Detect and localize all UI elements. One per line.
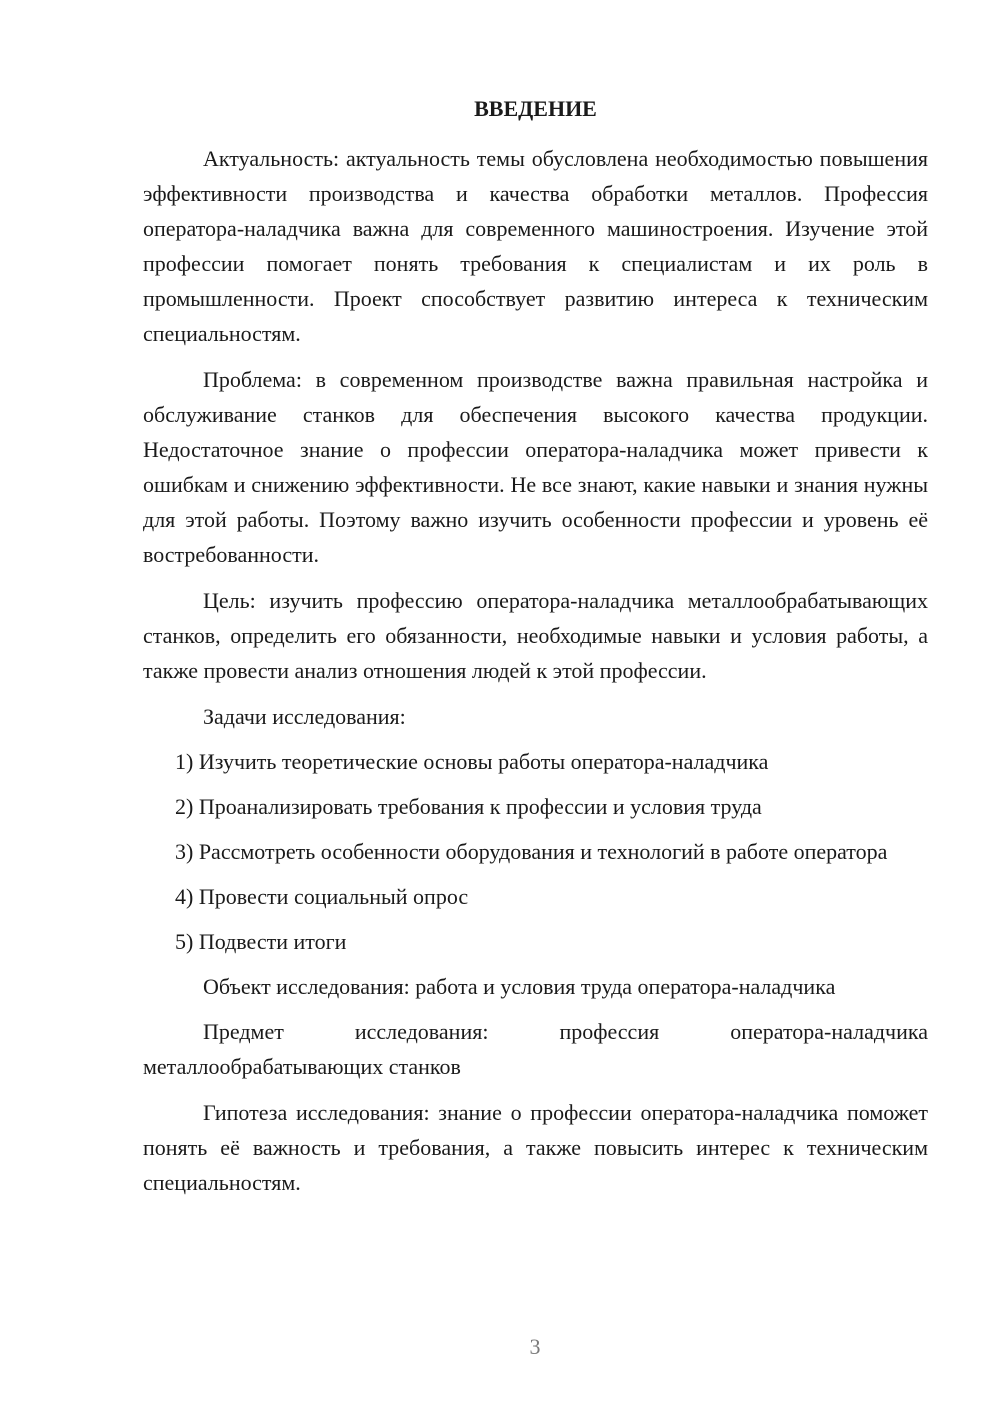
paragraph-relevance: Актуальность: актуальность темы обусловлена необходимостью повышения эффективности производства и качества обработки металлов. Профессия оператора-наладчика важна для современного машиностроения. Изучение этой профессии помогает понять требования к специалистам и их роль в промышленности. Проект способствует развитию интереса к техническим специальностям. [143, 146, 928, 346]
paragraph-hypothesis: Гипотеза исследования: знание о профессии оператора-наладчика поможет понять её важность и требования, а также повысить интерес к техническим специальностям. [143, 1100, 928, 1195]
task-item-4: 4) Провести социальный опрос [175, 884, 469, 909]
section-heading: ВВЕДЕНИЕ [474, 96, 597, 121]
task-item-5: 5) Подвести итоги [175, 929, 347, 954]
task-item-1: 1) Изучить теоретические основы работы оператора-наладчика [175, 749, 769, 774]
paragraph-tasks-title: Задачи исследования: [203, 704, 406, 729]
paragraph-goal: Цель: изучить профессию оператора-наладчика металлообрабатывающих станков, определить его обязанности, необходимые навыки и условия работы, а также провести анализ отношения людей к этой профессии. [143, 588, 928, 683]
paragraph-subject: Предмет исследования: профессия оператора-наладчика металлообрабатывающих станков [143, 1019, 928, 1079]
paragraph-problem: Проблема: в современном производстве важна правильная настройка и обслуживание станков для обеспечения высокого качества продукции. Недостаточное знание о профессии оператора-наладчика может привести к ошибкам и снижению эффективности. Не все знают, какие навыки и знания нужны для этой работы. Поэтому важно изучить особенности профессии и уровень её востребованности. [143, 367, 928, 567]
page-number: 3 [529, 1334, 541, 1359]
page-content [143, 94, 928, 1211]
task-item-3: 3) Рассмотреть особенности оборудования и технологий в работе оператора [175, 839, 888, 864]
task-item-2: 2) Проанализировать требования к профессии и условия труда [175, 794, 762, 819]
paragraph-object: Объект исследования: работа и условия труда оператора-наладчика [203, 974, 836, 999]
